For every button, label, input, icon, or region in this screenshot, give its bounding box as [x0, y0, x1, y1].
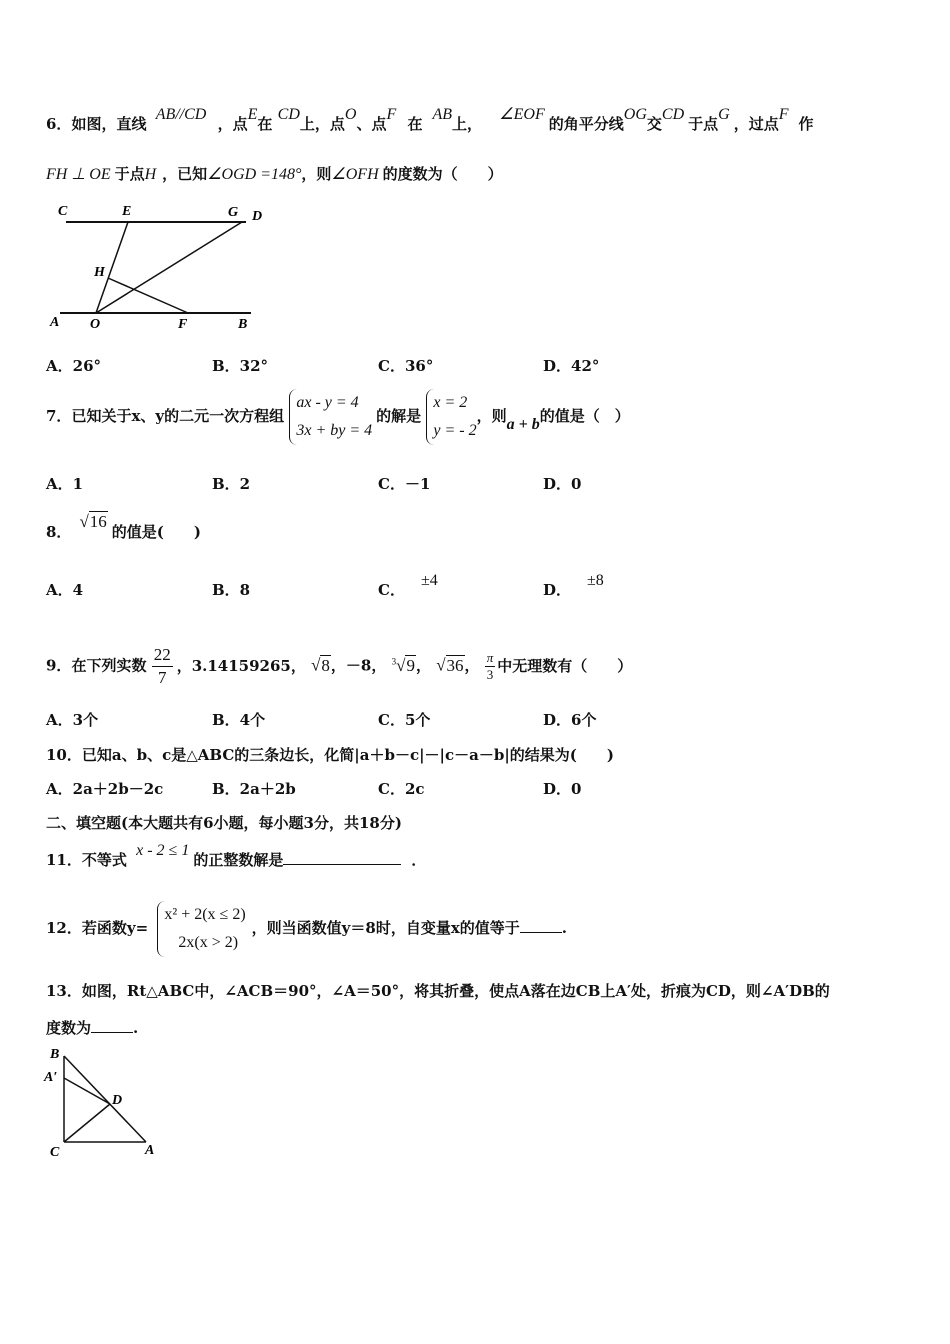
q9-option-a: A．3个	[46, 711, 99, 729]
q13-label-a: A	[145, 1143, 155, 1158]
q11-answer-blank[interactable]	[283, 850, 401, 865]
q6-label-h: H	[94, 265, 105, 280]
q9-sqrt8: √8	[311, 655, 330, 675]
q7-line: 7．已知关于x、y的二元一次方程组 ax - y = 4 3x + by = 4的解是 x = 2 y = - 2，则a + b的值是（ ）	[46, 388, 630, 445]
q6-label-e: E	[122, 204, 132, 219]
q9-option-c: C．5个	[378, 711, 431, 729]
q13-line2: 度数为 .	[46, 1019, 139, 1037]
q7-option-c: C．－1	[378, 475, 431, 493]
q10-option-d: D．0	[543, 780, 582, 798]
q11-line: 11．不等式 x - 2 ≤ 1的正整数解是 ．	[46, 842, 427, 869]
q10-line: 10．已知a、b、c是△ABC的三条边长，化简|a＋b－c|－|c－a－b|的结果为( )	[46, 746, 614, 764]
q6-label-d: D	[252, 209, 263, 224]
q13-label-b: B	[50, 1047, 60, 1062]
q8-option-b: B．8	[212, 581, 251, 599]
q13-label-a-prime: A′	[44, 1070, 58, 1085]
q9-line: 9．在下列实数 $\frac{22}{7}$ ，3.14159265， √8，－8， $^3$√9， √36， $\frac{\pi}{3}$ 中无理数有（ ）	[46, 645, 633, 688]
q6-line1: 6．如图，直线 AB//CD ，点E在 CD上，点O、点F 在AB上， ∠EOF的角平分线OG交CD于点G，过点F作	[46, 106, 814, 133]
q6-figure	[46, 200, 276, 340]
q6-label-c: C	[58, 204, 68, 219]
q13-answer-blank[interactable]	[91, 1018, 133, 1033]
q13-line1: 13．如图，Rt△ABC中，∠ACB＝90°，∠A＝50°，将其折叠，使点A落在边CB上A′处，折痕为CD，则∠A′DB的	[46, 982, 830, 1000]
q12-answer-blank[interactable]	[520, 918, 562, 933]
q10-option-b: B．2a＋2b	[212, 780, 296, 798]
q9-sqrt36: √36	[436, 655, 464, 675]
q9-frac-pi-3: $\frac{\pi}{3}$	[486, 650, 494, 683]
q6-option-a: A．26°	[46, 357, 102, 375]
q7-option-d: D．0	[543, 475, 582, 493]
q6-option-d: D．42°	[543, 357, 600, 375]
q6-label-a: A	[50, 315, 60, 330]
q9-option-b: B．4个	[212, 711, 266, 729]
q6-label-g: G	[228, 205, 239, 220]
q13-figure	[40, 1044, 170, 1160]
q12-piecewise: x² + 2(x ≤ 2) 2x(x > 2)	[157, 901, 245, 957]
q8-radical: √16	[79, 512, 107, 531]
q12-line: 12．若函数y= x² + 2(x ≤ 2) 2x(x > 2)，则当函数值y＝8时，自变量x的值等于 .	[46, 898, 567, 958]
q6-label-f: F	[178, 317, 188, 332]
section2-heading: 二、填空题(本大题共有6小题，每小题3分，共18分)	[46, 814, 402, 832]
q6-option-b: B．32°	[212, 357, 269, 375]
q6-option-c: C．36°	[378, 357, 434, 375]
q6-label-b: B	[238, 317, 248, 332]
q7-solution: x = 2 y = - 2	[426, 389, 476, 445]
q13-label-c: C	[50, 1145, 60, 1160]
q10-option-a: A．2a＋2b－2c	[46, 780, 164, 798]
q13-label-d: D	[112, 1093, 123, 1108]
q8-option-a: A．4	[46, 581, 84, 599]
q7-system: ax - y = 4 3x + by = 4	[289, 389, 372, 445]
q7-option-a: A．1	[46, 475, 84, 493]
q6-label-o: O	[90, 317, 101, 332]
q8-option-c: C．±4	[378, 572, 438, 599]
q9-cbrt9: $^3$√9	[391, 655, 415, 675]
q7-option-b: B．2	[212, 475, 251, 493]
q9-frac-22-7: $\frac{22}{7}$	[153, 645, 171, 688]
q8-line: 8．√16的值是( )	[46, 512, 201, 541]
q6-line2: FH ⊥ OE 于点H ，已知∠OGD =148°，则∠OFH 的度数为（ ）	[46, 165, 503, 183]
q10-option-c: C．2c	[378, 780, 425, 798]
q9-option-d: D．6个	[543, 711, 597, 729]
q8-option-d: D．±8	[543, 572, 604, 599]
